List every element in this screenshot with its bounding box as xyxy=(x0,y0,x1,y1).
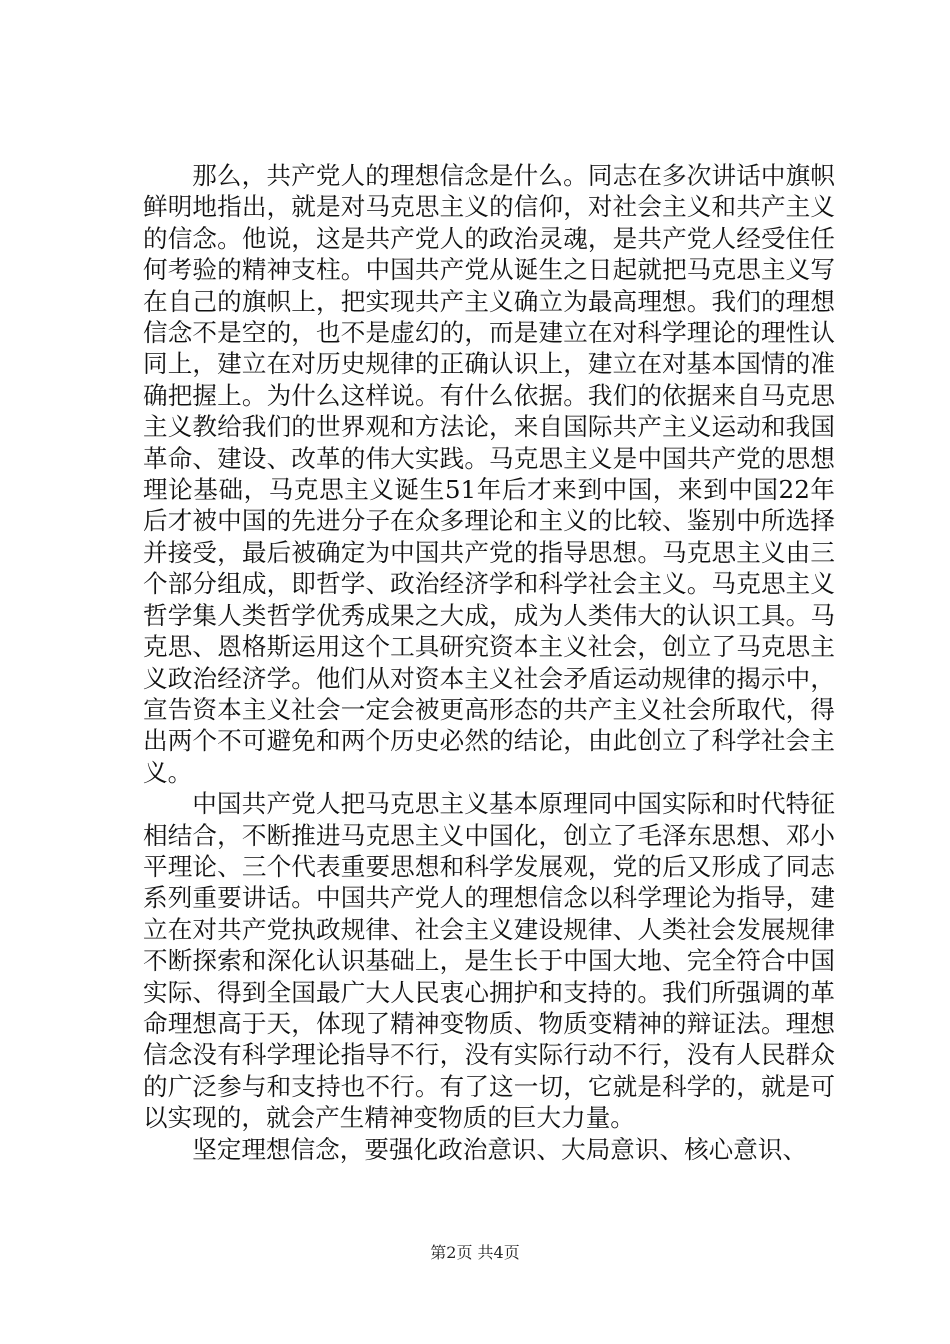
paragraph-1: 那么，共产党人的理想信念是什么。同志在多次讲话中旗帜鲜明地指出，就是对马克思主义的信仰，对社会主义和共产主义的信念。他说，这是共产党人的政治灵魂，是共产党人经受住任何考验的精神支柱。中国共产党从诞生之日起就把马克思主义写在自己的旗帜上，把实现共产主义确立为最高理想。我们的理想信念不是空的，也不是虚幻的，而是建立在对科学理论的理性认同上，建立在对历史规律的正确认识上，建立在对基本国情的准确把握上。为什么这样说。有什么依据。我们的依据来自马克思主义教给我们的世界观和方法论，来自国际共产主义运动和我国革命、建设、改革的伟大实践。马克思主义是中国共产党的思想理论基础，马克思主义诞生51年后才来到中国，来到中国22年后才被中国的先进分子在众多理论和主义的比较、鉴别中所选择并接受，最后被确定为中国共产党的指导思想。马克思主义由三个部分组成，即哲学、政治经济学和科学社会主义。马克思主义哲学集人类哲学优秀成果之大成，成为人类伟大的认识工具。马克思、恩格斯运用这个工具研究资本主义社会，创立了马克思主义政治经济学。他们从对资本主义社会矛盾运动规律的揭示中，宣告资本主义社会一定会被更高形态的共产主义社会所取代，得出两个不可避免和两个历史必然的结论，由此创立了科学社会主义。 xyxy=(143,161,835,787)
paragraph-3: 坚定理想信念，要强化政治意识、大局意识、核心意识、 xyxy=(192,1134,808,1164)
paragraph-2: 中国共产党人把马克思主义基本原理同中国实际和时代特征相结合，不断推进马克思主义中国化，创立了毛泽东思想、邓小平理论、三个代表重要思想和科学发展观，党的后又形成了同志系列重要讲话。中国共产党人的理想信念以科学理论为指导，建立在对共产党执政规律、社会主义建设规律、人类社会发展规律不断探索和深化认识基础上，是生长于中国大地、完全符合中国实际、得到全国最广大人民衷心拥护和支持的。我们所强调的革命理想高于天，体现了精神变物质、物质变精神的辩证法。理想信念没有科学理论指导不行，没有实际行动不行，没有人民群众的广泛参与和支持也不行。有了这一切，它就是科学的，就是可以实现的，就会产生精神变物质的巨大力量。 xyxy=(143,789,835,1133)
page-number-footer: 第2页 共4页 xyxy=(430,1243,520,1262)
document-body xyxy=(143,160,835,1165)
